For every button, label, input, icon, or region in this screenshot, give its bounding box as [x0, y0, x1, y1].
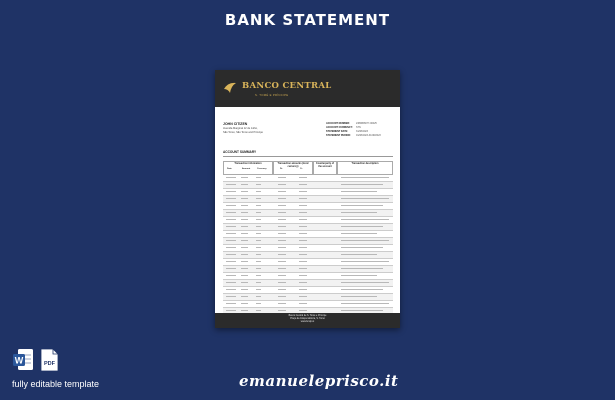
table-header-description: Transaction description — [337, 161, 393, 175]
table-row — [223, 217, 393, 224]
row-text-placeholder — [341, 205, 383, 206]
row-text-placeholder — [256, 198, 261, 199]
row-text-placeholder — [256, 261, 261, 262]
row-text-placeholder — [226, 240, 236, 241]
row-text-placeholder — [241, 289, 248, 290]
row-text-placeholder — [278, 275, 286, 276]
table-row — [223, 301, 393, 308]
meta-value: 01/08/2023-31/08/2023 — [356, 134, 381, 137]
row-text-placeholder — [226, 268, 236, 269]
table-row — [223, 210, 393, 217]
row-text-placeholder — [256, 289, 261, 290]
bank-name: BANCO CENTRAL — [242, 81, 332, 91]
row-text-placeholder — [299, 191, 307, 192]
sub-header: Dr — [280, 168, 283, 170]
table-row — [223, 196, 393, 203]
row-text-placeholder — [341, 254, 377, 255]
row-text-placeholder — [341, 247, 383, 248]
row-text-placeholder — [226, 247, 236, 248]
row-text-placeholder — [278, 254, 286, 255]
sub-header: Amount — [242, 168, 251, 170]
row-text-placeholder — [256, 247, 261, 248]
meta-label: STATEMENT DATE: — [326, 130, 349, 133]
row-text-placeholder — [299, 226, 307, 227]
table-row — [223, 224, 393, 231]
table-row — [223, 231, 393, 238]
row-text-placeholder — [278, 247, 286, 248]
row-text-placeholder — [278, 268, 286, 269]
word-icon — [12, 348, 34, 372]
row-text-placeholder — [256, 219, 261, 220]
account-summary-title: ACCOUNT SUMMARY — [223, 150, 257, 154]
table-header-transaction-info: Transaction information — [223, 161, 273, 175]
row-text-placeholder — [226, 296, 236, 297]
row-text-placeholder — [256, 296, 261, 297]
row-text-placeholder — [341, 282, 389, 283]
statement-header — [215, 70, 400, 107]
row-text-placeholder — [226, 205, 236, 206]
row-text-placeholder — [278, 177, 286, 178]
row-text-placeholder — [299, 240, 307, 241]
row-text-placeholder — [341, 177, 389, 178]
bank-tagline: S. TOMÉ E PRÍNCIPE — [255, 93, 289, 97]
meta-label: STATEMENT PERIOD: — [326, 134, 351, 137]
pdf-icon-label: PDF — [44, 361, 55, 367]
table-row — [223, 259, 393, 266]
row-text-placeholder — [299, 275, 307, 276]
row-text-placeholder — [278, 282, 286, 283]
row-text-placeholder — [299, 205, 307, 206]
row-text-placeholder — [226, 226, 236, 227]
row-text-placeholder — [226, 303, 236, 304]
table-row — [223, 203, 393, 210]
row-text-placeholder — [241, 247, 248, 248]
row-text-placeholder — [341, 226, 383, 227]
row-text-placeholder — [278, 310, 286, 311]
row-text-placeholder — [278, 191, 286, 192]
sub-header: Cr — [300, 168, 303, 170]
footer-line: www.bcstp.st — [300, 321, 315, 324]
row-text-placeholder — [256, 177, 261, 178]
row-text-placeholder — [241, 198, 248, 199]
row-text-placeholder — [341, 289, 383, 290]
row-text-placeholder — [278, 303, 286, 304]
word-icon-letter: W — [14, 355, 24, 366]
row-text-placeholder — [341, 212, 377, 213]
row-text-placeholder — [241, 177, 248, 178]
row-text-placeholder — [299, 233, 307, 234]
row-text-placeholder — [278, 198, 286, 199]
transactions-table — [223, 161, 393, 317]
row-text-placeholder — [241, 296, 248, 297]
row-text-placeholder — [256, 268, 261, 269]
row-text-placeholder — [241, 240, 248, 241]
row-text-placeholder — [341, 303, 389, 304]
row-text-placeholder — [241, 310, 248, 311]
table-row — [223, 238, 393, 245]
row-text-placeholder — [226, 212, 236, 213]
row-text-placeholder — [226, 289, 236, 290]
row-text-placeholder — [278, 233, 286, 234]
row-text-placeholder — [226, 282, 236, 283]
table-header-counterparty: Counterparty of the account — [313, 161, 337, 175]
row-text-placeholder — [341, 233, 377, 234]
row-text-placeholder — [278, 212, 286, 213]
sub-header: Currency — [257, 168, 267, 170]
editable-tagline: fully editable template — [12, 379, 100, 389]
row-text-placeholder — [256, 275, 261, 276]
account-meta — [326, 122, 396, 138]
row-text-placeholder — [341, 191, 377, 192]
row-text-placeholder — [256, 282, 261, 283]
statement-footer — [215, 313, 400, 328]
row-text-placeholder — [226, 310, 236, 311]
table-row — [223, 266, 393, 273]
table-header-amounts: Transaction amounts (local currency) — [273, 161, 313, 175]
row-text-placeholder — [256, 310, 261, 311]
file-format-icons — [12, 348, 60, 372]
row-text-placeholder — [341, 240, 389, 241]
table-row — [223, 245, 393, 252]
row-text-placeholder — [341, 275, 377, 276]
customer-name: JOHN CITIZEN — [223, 122, 248, 126]
row-text-placeholder — [241, 303, 248, 304]
row-text-placeholder — [226, 261, 236, 262]
sub-header: Date — [227, 168, 232, 170]
row-text-placeholder — [341, 184, 383, 185]
row-text-placeholder — [241, 184, 248, 185]
table-row — [223, 294, 393, 301]
meta-value: STN — [356, 126, 361, 129]
bank-statement-preview — [215, 70, 400, 328]
meta-value: 2389866977-00025 — [356, 122, 377, 125]
table-row — [223, 287, 393, 294]
row-text-placeholder — [278, 205, 286, 206]
row-text-placeholder — [256, 191, 261, 192]
table-rows — [223, 175, 393, 328]
row-text-placeholder — [299, 296, 307, 297]
row-text-placeholder — [241, 233, 248, 234]
row-text-placeholder — [299, 310, 307, 311]
row-text-placeholder — [299, 254, 307, 255]
table-row — [223, 273, 393, 280]
meta-value: 31/08/2023 — [356, 130, 368, 133]
row-text-placeholder — [341, 310, 383, 311]
row-text-placeholder — [278, 240, 286, 241]
row-text-placeholder — [226, 219, 236, 220]
site-url[interactable]: emanueleprisco.it — [239, 372, 399, 390]
row-text-placeholder — [278, 184, 286, 185]
row-text-placeholder — [299, 219, 307, 220]
row-text-placeholder — [278, 261, 286, 262]
row-text-placeholder — [278, 289, 286, 290]
row-text-placeholder — [278, 219, 286, 220]
table-row — [223, 280, 393, 287]
customer-address-line: São Tomé, São Tomé and Príncipe — [223, 131, 263, 135]
row-text-placeholder — [226, 184, 236, 185]
row-text-placeholder — [241, 205, 248, 206]
row-text-placeholder — [341, 268, 383, 269]
row-text-placeholder — [226, 254, 236, 255]
footer-line: Banco Central de S. Tomé e Príncipe — [288, 314, 327, 317]
table-row — [223, 175, 393, 182]
row-text-placeholder — [256, 254, 261, 255]
row-text-placeholder — [226, 275, 236, 276]
row-text-placeholder — [299, 282, 307, 283]
table-row — [223, 252, 393, 259]
row-text-placeholder — [299, 212, 307, 213]
row-text-placeholder — [241, 226, 248, 227]
row-text-placeholder — [241, 261, 248, 262]
row-text-placeholder — [299, 261, 307, 262]
page-heading: BANK STATEMENT — [224, 11, 391, 29]
footer-line: Praça da Independência, S. Tomé — [290, 317, 325, 320]
row-text-placeholder — [226, 198, 236, 199]
row-text-placeholder — [278, 296, 286, 297]
customer-block — [223, 122, 323, 135]
row-text-placeholder — [341, 198, 389, 199]
row-text-placeholder — [341, 219, 389, 220]
row-text-placeholder — [256, 303, 261, 304]
row-text-placeholder — [226, 191, 236, 192]
row-text-placeholder — [256, 212, 261, 213]
table-row — [223, 182, 393, 189]
row-text-placeholder — [241, 268, 248, 269]
row-text-placeholder — [341, 296, 377, 297]
row-text-placeholder — [241, 254, 248, 255]
row-text-placeholder — [299, 303, 307, 304]
row-text-placeholder — [278, 226, 286, 227]
meta-row — [326, 134, 396, 138]
row-text-placeholder — [256, 240, 261, 241]
customer-address-line: Avenida Marginal 12 de Julho, — [223, 127, 258, 130]
row-text-placeholder — [256, 226, 261, 227]
row-text-placeholder — [341, 261, 389, 262]
bank-logo-icon — [222, 80, 238, 96]
row-text-placeholder — [299, 289, 307, 290]
row-text-placeholder — [241, 191, 248, 192]
meta-label: ACCOUNT CURRENCY: — [326, 126, 353, 129]
row-text-placeholder — [226, 177, 236, 178]
row-text-placeholder — [299, 268, 307, 269]
row-text-placeholder — [256, 184, 261, 185]
row-text-placeholder — [241, 282, 248, 283]
meta-label: ACCOUNT NUMBER: — [326, 122, 350, 125]
row-text-placeholder — [256, 233, 261, 234]
row-text-placeholder — [256, 205, 261, 206]
row-text-placeholder — [299, 184, 307, 185]
row-text-placeholder — [241, 212, 248, 213]
row-text-placeholder — [241, 219, 248, 220]
pdf-icon — [38, 348, 60, 372]
row-text-placeholder — [299, 247, 307, 248]
row-text-placeholder — [299, 198, 307, 199]
row-text-placeholder — [299, 177, 307, 178]
row-text-placeholder — [241, 275, 248, 276]
table-row — [223, 189, 393, 196]
row-text-placeholder — [226, 233, 236, 234]
